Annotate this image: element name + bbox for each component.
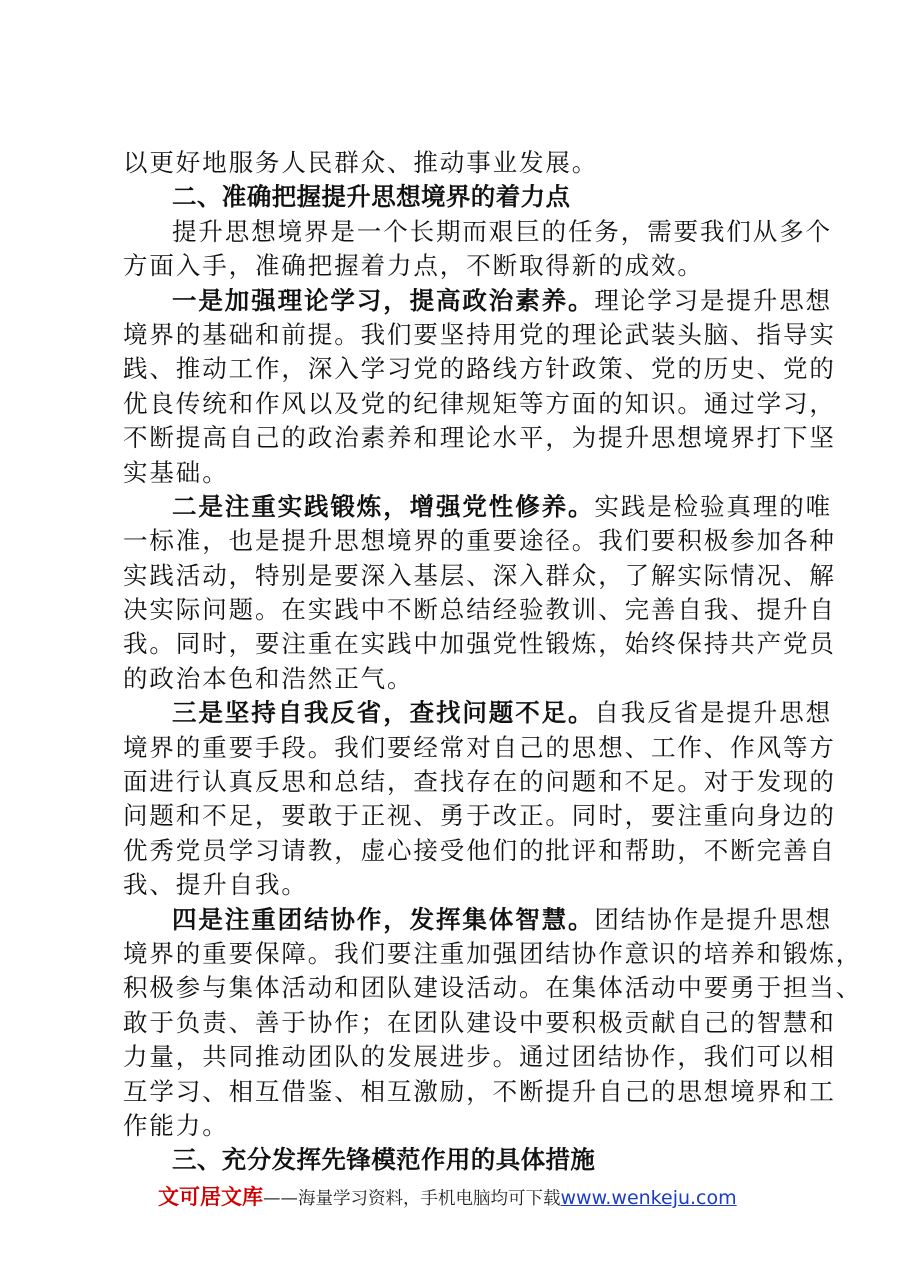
document-body (123, 146, 863, 1178)
paragraph-line (123, 284, 833, 318)
paragraph-line: 问题和不足，要敢于正视、勇于改正。同时，要注重向身边的 (123, 801, 836, 831)
paragraph-line: 作能力。 (123, 1110, 229, 1140)
paragraph-line: 实践活动，特别是要深入基层、深入群众，了解实际情况、解 (123, 560, 836, 590)
paragraph-line: 决实际问题。在实践中不断总结经验教训、完善自我、提升自 (123, 595, 836, 625)
paragraph-line: 践、推动工作，深入学习党的路线方针政策、党的历史、党的 (123, 354, 836, 384)
footer-banner (158, 1182, 798, 1214)
paragraph-text: 理论学习是提升思想 (594, 285, 833, 315)
paragraph-line: 互学习、相互借鉴、相互激励，不断提升自己的思想境界和工 (123, 1076, 836, 1106)
paragraph-line: 实基础。 (123, 457, 229, 487)
paragraph-line: 的政治本色和浩然正气。 (123, 663, 414, 693)
point-title-4: 四是注重团结协作，发挥集体智慧。 (172, 904, 595, 934)
paragraph-line: 力量，共同推动团队的发展进步。通过团结协作，我们可以相 (123, 1042, 836, 1072)
section-heading-2: 二、准确把握提升思想境界的着力点 (172, 182, 571, 212)
paragraph-line: 不断提高自己的政治素养和理论水平，为提升思想境界打下坚 (123, 423, 836, 453)
paragraph-line: 提升思想境界是一个长期而艰巨的任务，需要我们从多个 (172, 216, 832, 246)
paragraph-line: 境界的基础和前提。我们要坚持用党的理论武装头脑、指导实 (123, 319, 836, 349)
paragraph-line (123, 490, 833, 524)
paragraph-line: 积极参与集体活动和团队建设活动。在集体活动中要勇于担当、 (123, 973, 863, 1003)
footer-dash: —— (263, 1189, 298, 1209)
footer-slogan: 海量学习资料，手机电脑均可下载 (298, 1189, 561, 1209)
paragraph-line: 面进行认真反思和总结，查找存在的问题和不足。对于发现的 (123, 767, 836, 797)
brand-name: 文可居文库 (158, 1185, 263, 1209)
point-title-3: 三是坚持自我反省，查找问题不足。 (172, 698, 595, 728)
paragraph-line: 境界的重要手段。我们要经常对自己的思想、工作、作风等方 (123, 732, 836, 762)
paragraph-line (123, 903, 833, 937)
paragraph-line: 我、提升自我。 (123, 870, 308, 900)
paragraph-line: 方面入手，准确把握着力点，不断取得新的成效。 (123, 251, 704, 281)
paragraph-line: 我。同时，要注重在实践中加强党性锻炼，始终保持共产党员 (123, 629, 836, 659)
paragraph-line: 以更好地服务人民群众、推动事业发展。 (123, 148, 599, 177)
paragraph-text: 自我反省是提升思想 (594, 698, 833, 728)
section-heading-3: 三、充分发挥先锋模范作用的具体措施 (172, 1145, 596, 1175)
point-title-2: 二是注重实践锻炼，增强党性修养。 (172, 491, 595, 521)
paragraph-line: 一标准，也是提升思想境界的重要途径。我们要积极参加各种 (123, 526, 836, 556)
paragraph-line: 优良传统和作风以及党的纪律规矩等方面的知识。通过学习， (123, 388, 836, 418)
paragraph-line: 境界的重要保障。我们要注重加强团结协作意识的培养和锻炼， (123, 938, 863, 968)
paragraph-line: 优秀党员学习请教，虚心接受他们的批评和帮助，不断完善自 (123, 835, 836, 865)
paragraph-text: 团结协作是提升思想 (594, 904, 833, 934)
paragraph-line (123, 696, 833, 730)
point-title-1: 一是加强理论学习，提高政治素养。 (172, 285, 595, 315)
website-link[interactable]: www.wenkeju.com (560, 1187, 737, 1209)
paragraph-text: 实践是检验真理的唯 (594, 491, 833, 521)
paragraph-line: 敢于负责、善于协作；在团队建设中要积极贡献自己的智慧和 (123, 1007, 836, 1037)
